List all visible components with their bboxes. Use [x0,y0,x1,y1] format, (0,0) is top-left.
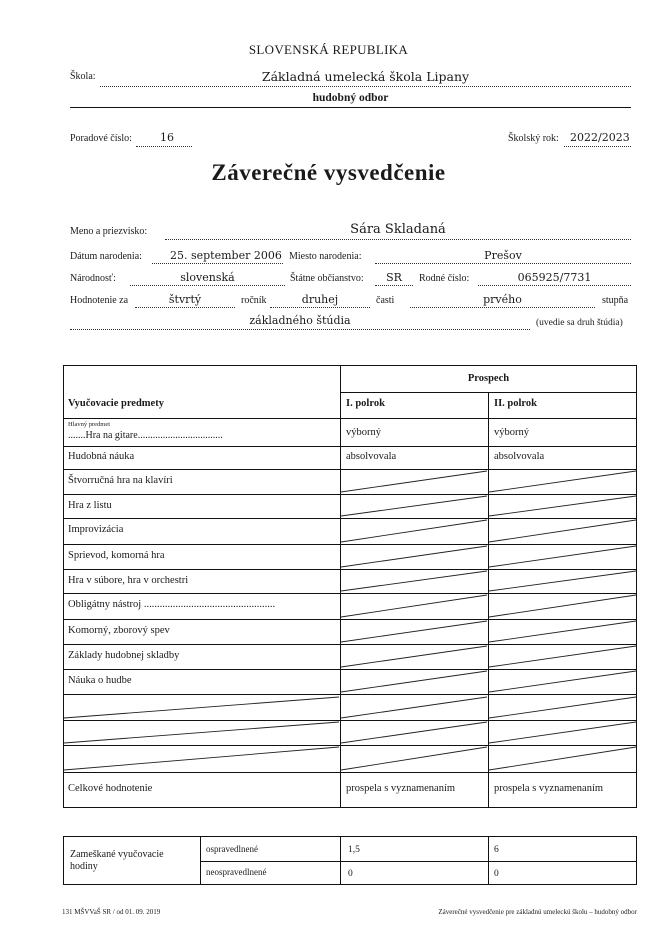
absence-label-line2: hodiny [70,861,98,872]
birth-label: Dátum narodenia: [70,251,142,262]
subject-row-10: Náuka o hudbe [68,675,132,686]
study-dotted-line [70,329,530,330]
nationality-dotted-line [130,285,285,286]
eval-part-dotted-line [270,307,370,308]
citizenship-dotted-line [375,285,413,286]
eval-year-label: ročník [241,295,267,306]
nationality-value: slovenská [180,271,235,284]
document-title: Záverečné vysvedčenie [211,160,446,185]
subject-row-4: Improvizácia [68,524,124,535]
table-line-main [63,446,637,447]
table-vline-1 [340,365,341,808]
main-subject-trailing-dots: .................................. [137,430,223,441]
order-dotted-line [136,146,192,147]
prospech-header: Prospech [467,373,510,384]
table-line-r9 [63,669,637,670]
nationality-label: Národnosť: [70,273,116,284]
table-vline-2 [488,392,489,808]
main-subject-sem1: výborný [346,427,381,438]
main-subject-label: Hra na gitare [85,430,138,441]
absence-hline [200,861,637,862]
unexcused-sem1: 0 [348,869,353,879]
unexcused-label: neospravedlnené [206,867,267,877]
id-value: 065925/7731 [517,271,592,284]
sem1-header: I. polrok [346,398,385,409]
year-label: Školský rok: [508,133,559,144]
table-line-r1 [63,469,637,470]
school-dotted-line [100,86,631,87]
subject-row-8: Komorný, zborový spev [68,625,170,636]
table-line-r2 [63,494,637,495]
place-label: Miesto narodenia: [289,251,362,262]
id-dotted-line [478,285,631,286]
table-line-r7 [63,619,637,620]
table-line-r13 [63,772,637,773]
department: hudobný odbor [312,92,389,104]
birth-value: 25. september 2006 [170,249,282,262]
excused-label: ospravedlnené [206,844,258,854]
school-label: Škola: [70,71,96,82]
place-value: Prešov [484,249,522,262]
eval-part-label: časti [376,295,395,306]
eval-level-value: prvého [483,293,522,306]
eval-part-value: druhej [301,293,339,306]
citizenship-label: Štátne občianstvo: [290,273,364,284]
eval-label: Hodnotenie za [70,295,129,306]
main-subject-leading-dots: ....... [68,430,86,441]
table-line-r4 [63,544,637,545]
overall-sem2: prospela s vyznamenaním [494,783,604,794]
table-line-r10 [63,694,637,695]
overall-label: Celkové hodnotenie [68,783,153,794]
subject-row-6: Hra v súbore, hra v orchestri [68,575,189,586]
id-label: Rodné číslo: [419,273,470,284]
eval-level-label: stupňa [602,295,629,306]
subject-row-2: Štvorručná hra na klavíri [68,475,173,486]
main-subject-small-label: Hlavný predmet [68,421,111,428]
name-dotted-line [165,239,631,240]
unexcused-sem2: 0 [494,869,499,879]
place-dotted-line [375,263,631,264]
subject-row-7: Obligátny nástroj .................................................. [68,599,276,610]
name-label: Meno a priezvisko: [70,226,148,237]
subjects-header: Vyučovacie predmety [68,398,164,409]
sem2-header: II. polrok [494,398,537,409]
overall-sem1: prospela s vyznamenaním [346,783,456,794]
subject-row-9: Základy hudobnej skladby [68,650,180,661]
table-line-r8 [63,644,637,645]
name-value: Sára Skladaná [350,222,446,237]
eval-grade-value: štvrtý [168,293,202,306]
subject-row-1: Hudobná náuka [68,451,135,462]
subject-row-5: Sprievod, komorná hra [68,550,165,561]
table-line-header [63,418,637,419]
year-value: 2022/2023 [570,131,630,144]
absence-label-line1: Zameškané vyučovacie [70,849,164,860]
country-title: SLOVENSKÁ REPUBLIKA [248,42,409,57]
order-label: Poradové číslo: [70,133,132,144]
eval-level-dotted-line [410,307,595,308]
table-line-r12 [63,745,637,746]
table-line-r3 [63,518,637,519]
footer-left: 131 MŠVVaŠ SR / od 01. 09. 2019 [62,908,161,916]
department-line [70,107,631,108]
table-line-r6 [63,593,637,594]
subject-row-3: Hra z listu [68,500,112,511]
table-line-r11 [63,720,637,721]
school-name: Základná umelecká škola Lipany [261,69,470,84]
subject-row-1-sem1: absolvovala [346,451,397,462]
excused-sem2: 6 [494,845,499,855]
subject-row-1-sem2: absolvovala [494,451,545,462]
main-subject-name [68,430,223,441]
main-subject-sem2: výborný [494,427,529,438]
study-note: (uvedie sa druh štúdia) [536,318,623,328]
birth-dotted-line [152,263,283,264]
eval-grade-dotted-line [135,307,235,308]
year-dotted-line [564,146,631,147]
footer-right: Záverečné vysvedčenie pre základnú umeleckú školu – hudobný odbor [438,908,637,916]
citizenship-value: SR [386,271,402,284]
order-value: 16 [160,131,174,144]
table-line-r5 [63,569,637,570]
excused-sem1: 1,5 [348,845,360,855]
study-value: základného štúdia [249,314,351,327]
